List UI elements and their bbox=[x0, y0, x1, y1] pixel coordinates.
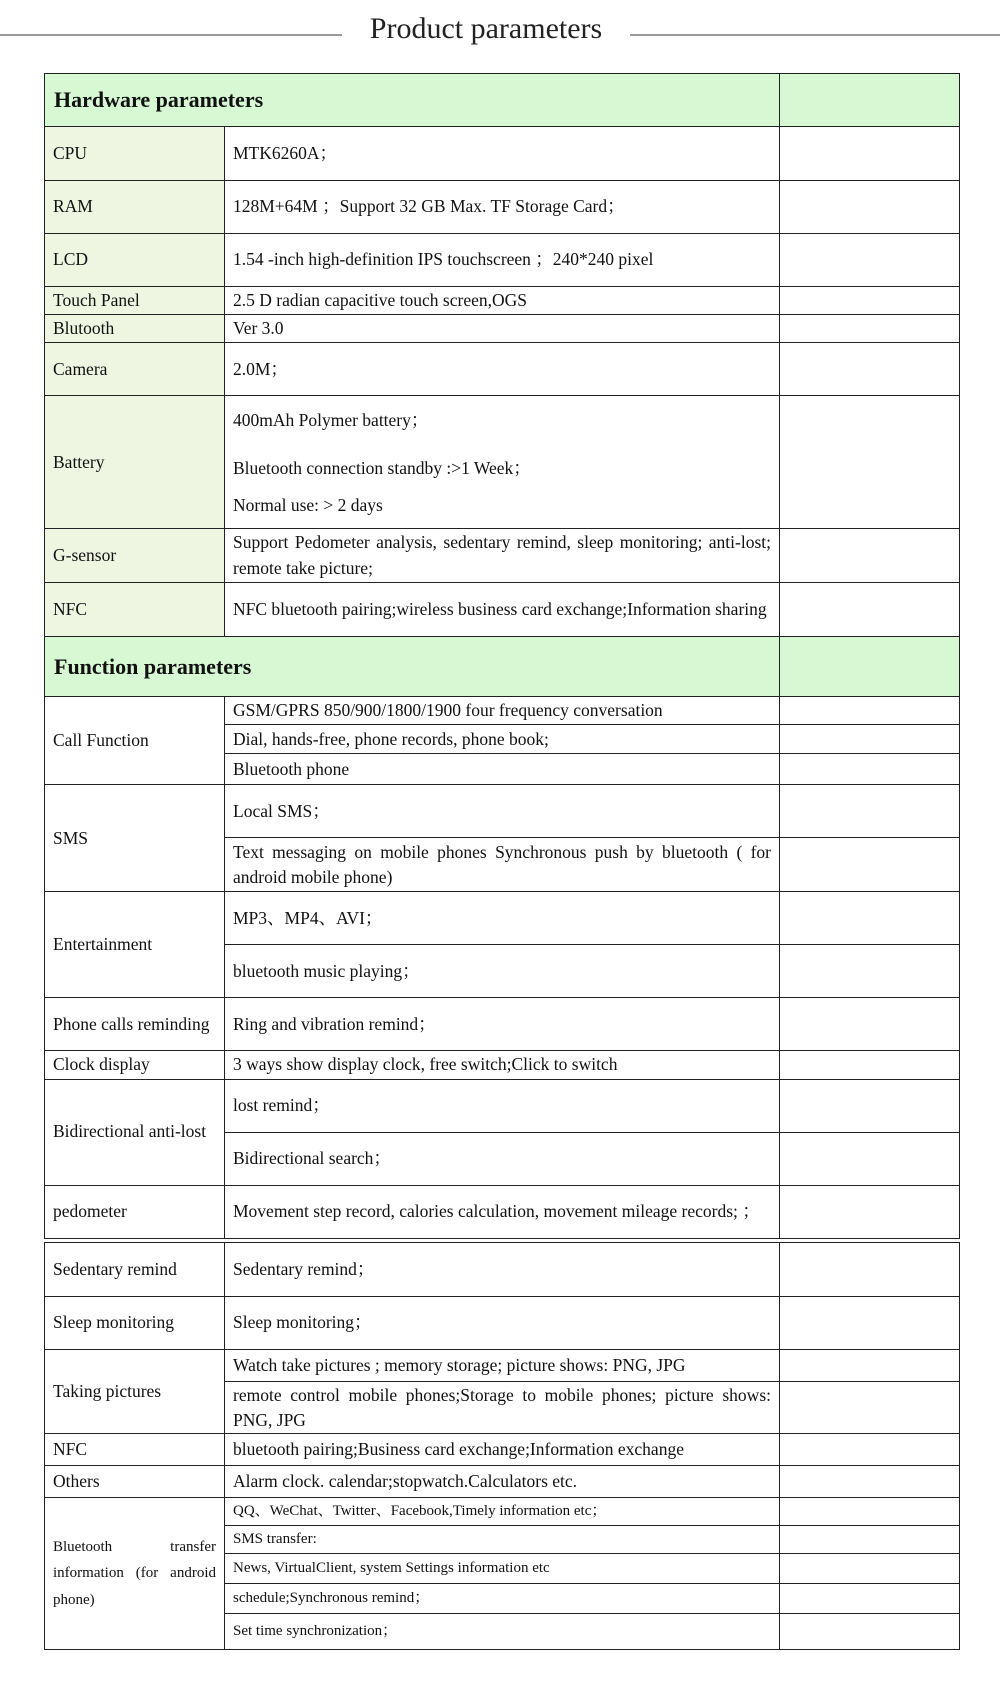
row-value: remote control mobile phones;Storage to mobile phones; picture shows: PNG, JPG bbox=[225, 1382, 780, 1434]
row-value: Movement step record, calories calculation, movement mileage records; ； bbox=[225, 1185, 780, 1238]
hardware-section-header bbox=[45, 74, 960, 127]
section-heading: Function parameters bbox=[45, 637, 780, 697]
row-value: Dial, hands-free, phone records, phone book; bbox=[225, 725, 780, 754]
row-value: 128M+64M ；Support 32 GB Max. TF Storage Card； bbox=[225, 181, 780, 234]
row-value: bluetooth music playing； bbox=[225, 945, 780, 998]
table-row bbox=[45, 181, 960, 234]
row-value: SMS transfer: bbox=[225, 1526, 780, 1554]
title-divider-left bbox=[0, 34, 342, 36]
row-value: Alarm clock. calendar;stopwatch.Calculators etc. bbox=[225, 1466, 780, 1498]
table-row bbox=[45, 1185, 960, 1238]
table-row bbox=[45, 1466, 960, 1498]
row-value: 1.54 -inch high-definition IPS touchscreen ；240*240 pixel bbox=[225, 234, 780, 287]
row-label: Sleep monitoring bbox=[45, 1297, 225, 1350]
row-label: Bluetooth transfer information (for android phone) bbox=[45, 1498, 225, 1650]
row-label: Others bbox=[45, 1466, 225, 1498]
table-row bbox=[45, 697, 960, 725]
table-row bbox=[45, 529, 960, 583]
table-row bbox=[45, 1051, 960, 1079]
row-value: schedule;Synchronous remind； bbox=[225, 1584, 780, 1614]
table-row bbox=[45, 315, 960, 343]
parameters-table bbox=[44, 73, 960, 1239]
row-label: Call Function bbox=[45, 697, 225, 785]
row-label: Battery bbox=[45, 396, 225, 529]
row-value: 400mAh Polymer battery； Bluetooth connection standby :>1 Week； Normal use: > 2 days bbox=[225, 396, 780, 529]
row-value: Sleep monitoring； bbox=[225, 1297, 780, 1350]
row-label: Sedentary remind bbox=[45, 1243, 225, 1297]
row-value: Ring and vibration remind； bbox=[225, 998, 780, 1051]
title-divider-right bbox=[630, 34, 1000, 36]
row-value: Support Pedometer analysis, sedentary remind, sleep monitoring; anti-lost; remote take picture; bbox=[225, 529, 780, 583]
page-title: Product parameters bbox=[369, 12, 603, 45]
title-bar bbox=[0, 0, 1000, 68]
row-label: RAM bbox=[45, 181, 225, 234]
row-value: GSM/GPRS 850/900/1800/1900 four frequency conversation bbox=[225, 697, 780, 725]
row-label: SMS bbox=[45, 785, 225, 892]
row-value: Text messaging on mobile phones Synchronous push by bluetooth ( for android mobile phone) bbox=[225, 838, 780, 892]
row-label: Taking pictures bbox=[45, 1350, 225, 1434]
row-value: Sedentary remind； bbox=[225, 1243, 780, 1297]
table-row bbox=[45, 343, 960, 396]
row-value: MP3、MP4、AVI； bbox=[225, 892, 780, 945]
row-label: LCD bbox=[45, 234, 225, 287]
row-label: Touch Panel bbox=[45, 287, 225, 315]
row-value: Watch take pictures ; memory storage; picture shows: PNG, JPG bbox=[225, 1350, 780, 1382]
row-value: Set time synchronization； bbox=[225, 1614, 780, 1650]
row-value: lost remind； bbox=[225, 1079, 780, 1132]
row-value: Bidirectional search； bbox=[225, 1132, 780, 1185]
row-value: QQ、WeChat、Twitter、Facebook,Timely information etc； bbox=[225, 1498, 780, 1526]
table-row bbox=[45, 583, 960, 637]
table-row bbox=[45, 1498, 960, 1526]
row-label: CPU bbox=[45, 127, 225, 181]
row-value: MTK6260A； bbox=[225, 127, 780, 181]
table-row bbox=[45, 1350, 960, 1382]
row-label: Clock display bbox=[45, 1051, 225, 1079]
table-row bbox=[45, 234, 960, 287]
parameters-table-continued bbox=[44, 1242, 960, 1650]
row-value: Ver 3.0 bbox=[225, 315, 780, 343]
row-label: Blutooth bbox=[45, 315, 225, 343]
function-section-header bbox=[45, 637, 960, 697]
table-row bbox=[45, 1079, 960, 1132]
row-value: bluetooth pairing;Business card exchange;Information exchange bbox=[225, 1434, 780, 1466]
row-label: Bidirectional anti-lost bbox=[45, 1079, 225, 1185]
row-value: 3 ways show display clock, free switch;Click to switch bbox=[225, 1051, 780, 1079]
section-heading: Hardware parameters bbox=[45, 74, 780, 127]
row-label: Phone calls reminding bbox=[45, 998, 225, 1051]
row-value: NFC bluetooth pairing;wireless business card exchange;Information sharing bbox=[225, 583, 780, 637]
table-row bbox=[45, 1297, 960, 1350]
row-label: G-sensor bbox=[45, 529, 225, 583]
row-label: Entertainment bbox=[45, 892, 225, 998]
table-row bbox=[45, 1243, 960, 1297]
row-label: Camera bbox=[45, 343, 225, 396]
row-value: Local SMS； bbox=[225, 785, 780, 838]
table-row bbox=[45, 396, 960, 529]
row-value: 2.0M； bbox=[225, 343, 780, 396]
row-value: News, VirtualClient, system Settings information etc bbox=[225, 1554, 780, 1584]
row-value: 2.5 D radian capacitive touch screen,OGS bbox=[225, 287, 780, 315]
row-label: NFC bbox=[45, 1434, 225, 1466]
row-value: Bluetooth phone bbox=[225, 754, 780, 785]
row-label: pedometer bbox=[45, 1185, 225, 1238]
table-row bbox=[45, 1434, 960, 1466]
table-row bbox=[45, 785, 960, 838]
row-label: NFC bbox=[45, 583, 225, 637]
table-row bbox=[45, 998, 960, 1051]
table-row bbox=[45, 892, 960, 945]
table-row bbox=[45, 127, 960, 181]
table-row bbox=[45, 287, 960, 315]
